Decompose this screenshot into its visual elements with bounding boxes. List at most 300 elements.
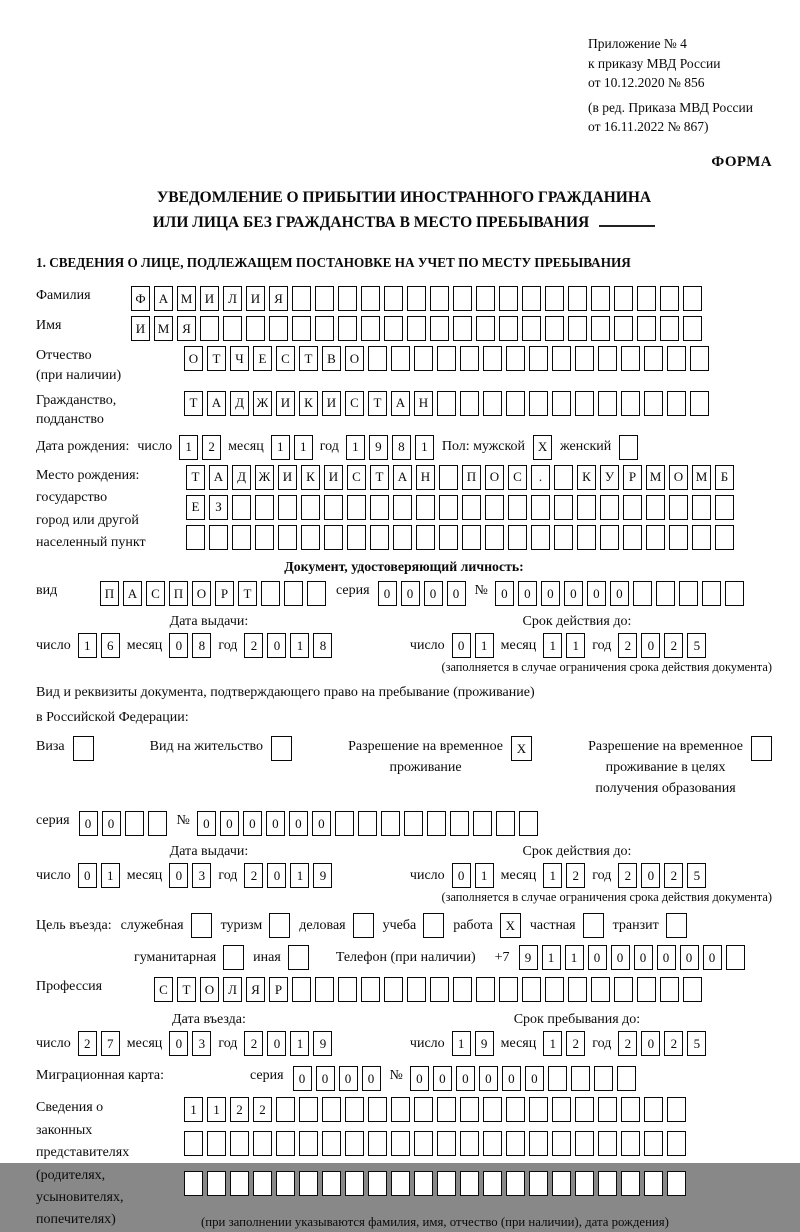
char-cell[interactable]	[552, 1171, 571, 1196]
char-cell[interactable]: 0	[525, 1066, 544, 1091]
char-cell[interactable]	[483, 1171, 502, 1196]
char-cell[interactable]: А	[393, 465, 412, 490]
char-cell[interactable]	[324, 525, 343, 550]
char-cell[interactable]: 1	[452, 1031, 471, 1056]
char-cell[interactable]	[623, 495, 642, 520]
char-cell[interactable]: 0	[267, 1031, 286, 1056]
char-cell[interactable]: 0	[611, 945, 630, 970]
char-cell[interactable]: 1	[184, 1097, 203, 1122]
char-cell[interactable]: А	[391, 391, 410, 416]
char-cell[interactable]: Т	[370, 465, 389, 490]
char-cell[interactable]	[430, 316, 449, 341]
char-cell[interactable]	[345, 1097, 364, 1122]
char-cell[interactable]: М	[154, 316, 173, 341]
char-cell[interactable]	[345, 1131, 364, 1156]
char-cell[interactable]: З	[209, 495, 228, 520]
char-cell[interactable]	[496, 811, 515, 836]
char-cell[interactable]	[725, 581, 744, 606]
char-cell[interactable]: 2	[230, 1097, 249, 1122]
char-cell[interactable]: 9	[313, 863, 332, 888]
char-cell[interactable]	[476, 316, 495, 341]
char-cell[interactable]	[361, 977, 380, 1002]
char-cell[interactable]	[437, 1131, 456, 1156]
char-cell[interactable]	[462, 495, 481, 520]
char-cell[interactable]	[299, 1131, 318, 1156]
char-cell[interactable]	[460, 1097, 479, 1122]
char-cell[interactable]: 1	[415, 435, 434, 460]
char-cell[interactable]: 0	[424, 581, 443, 606]
char-cell[interactable]: 2	[664, 633, 683, 658]
char-cell[interactable]: М	[177, 286, 196, 311]
char-cell[interactable]: П	[462, 465, 481, 490]
char-cell[interactable]	[453, 316, 472, 341]
char-cell[interactable]: 2	[618, 863, 637, 888]
char-cell[interactable]	[571, 1066, 590, 1091]
char-cell[interactable]: 0	[378, 581, 397, 606]
char-cell[interactable]: 1	[543, 633, 562, 658]
char-cell[interactable]	[473, 811, 492, 836]
char-cell[interactable]	[368, 1131, 387, 1156]
char-cell[interactable]	[690, 391, 709, 416]
checkbox[interactable]	[353, 913, 374, 938]
char-cell[interactable]	[506, 346, 525, 371]
char-cell[interactable]	[568, 316, 587, 341]
char-cell[interactable]	[460, 391, 479, 416]
char-cell[interactable]	[232, 525, 251, 550]
char-cell[interactable]: Т	[177, 977, 196, 1002]
char-cell[interactable]	[292, 977, 311, 1002]
char-cell[interactable]	[529, 1171, 548, 1196]
char-cell[interactable]	[460, 1131, 479, 1156]
char-cell[interactable]: 3	[192, 1031, 211, 1056]
char-cell[interactable]	[529, 391, 548, 416]
char-cell[interactable]: 1	[294, 435, 313, 460]
char-cell[interactable]: В	[322, 346, 341, 371]
char-cell[interactable]	[644, 1171, 663, 1196]
char-cell[interactable]	[301, 495, 320, 520]
char-cell[interactable]: И	[322, 391, 341, 416]
char-cell[interactable]	[614, 977, 633, 1002]
char-cell[interactable]	[338, 286, 357, 311]
char-cell[interactable]	[269, 316, 288, 341]
char-cell[interactable]	[148, 811, 167, 836]
char-cell[interactable]: 0	[312, 811, 331, 836]
char-cell[interactable]	[230, 1131, 249, 1156]
char-cell[interactable]	[660, 316, 679, 341]
char-cell[interactable]	[531, 525, 550, 550]
checkbox[interactable]	[423, 913, 444, 938]
char-cell[interactable]: 0	[362, 1066, 381, 1091]
char-cell[interactable]: Е	[186, 495, 205, 520]
char-cell[interactable]: 0	[78, 863, 97, 888]
char-cell[interactable]: 2	[244, 863, 263, 888]
char-cell[interactable]: Я	[269, 286, 288, 311]
char-cell[interactable]	[368, 1097, 387, 1122]
char-cell[interactable]: 1	[271, 435, 290, 460]
char-cell[interactable]	[315, 977, 334, 1002]
char-cell[interactable]	[483, 1097, 502, 1122]
char-cell[interactable]	[621, 1131, 640, 1156]
char-cell[interactable]: 0	[197, 811, 216, 836]
char-cell[interactable]	[637, 286, 656, 311]
char-cell[interactable]	[692, 525, 711, 550]
char-cell[interactable]	[207, 1171, 226, 1196]
char-cell[interactable]	[646, 495, 665, 520]
char-cell[interactable]	[715, 495, 734, 520]
char-cell[interactable]	[391, 346, 410, 371]
char-cell[interactable]: О	[192, 581, 211, 606]
checkbox[interactable]	[751, 736, 772, 761]
char-cell[interactable]	[391, 1131, 410, 1156]
char-cell[interactable]	[276, 1171, 295, 1196]
char-cell[interactable]	[404, 811, 423, 836]
char-cell[interactable]	[621, 1097, 640, 1122]
char-cell[interactable]	[324, 495, 343, 520]
char-cell[interactable]: 2	[566, 863, 585, 888]
char-cell[interactable]	[361, 316, 380, 341]
char-cell[interactable]	[600, 495, 619, 520]
char-cell[interactable]: 0	[293, 1066, 312, 1091]
char-cell[interactable]	[186, 525, 205, 550]
char-cell[interactable]	[499, 286, 518, 311]
char-cell[interactable]: И	[278, 465, 297, 490]
char-cell[interactable]	[660, 286, 679, 311]
char-cell[interactable]	[393, 525, 412, 550]
char-cell[interactable]: И	[276, 391, 295, 416]
char-cell[interactable]	[223, 316, 242, 341]
char-cell[interactable]	[621, 346, 640, 371]
char-cell[interactable]: 8	[192, 633, 211, 658]
char-cell[interactable]: Л	[223, 286, 242, 311]
char-cell[interactable]	[462, 525, 481, 550]
char-cell[interactable]	[322, 1097, 341, 1122]
char-cell[interactable]	[347, 525, 366, 550]
char-cell[interactable]: О	[200, 977, 219, 1002]
char-cell[interactable]	[476, 977, 495, 1002]
char-cell[interactable]: Д	[232, 465, 251, 490]
char-cell[interactable]	[621, 391, 640, 416]
char-cell[interactable]: И	[200, 286, 219, 311]
char-cell[interactable]: 2	[618, 633, 637, 658]
char-cell[interactable]	[278, 525, 297, 550]
char-cell[interactable]	[255, 495, 274, 520]
char-cell[interactable]	[450, 811, 469, 836]
char-cell[interactable]	[545, 316, 564, 341]
char-cell[interactable]	[358, 811, 377, 836]
char-cell[interactable]	[384, 286, 403, 311]
char-cell[interactable]: А	[209, 465, 228, 490]
char-cell[interactable]	[591, 286, 610, 311]
char-cell[interactable]	[522, 977, 541, 1002]
char-cell[interactable]: 1	[542, 945, 561, 970]
char-cell[interactable]: X	[533, 435, 552, 460]
char-cell[interactable]: Ч	[230, 346, 249, 371]
char-cell[interactable]: О	[184, 346, 203, 371]
char-cell[interactable]: С	[347, 465, 366, 490]
char-cell[interactable]: 0	[169, 1031, 188, 1056]
char-cell[interactable]	[322, 1171, 341, 1196]
char-cell[interactable]	[347, 495, 366, 520]
char-cell[interactable]	[577, 525, 596, 550]
char-cell[interactable]	[598, 1171, 617, 1196]
char-cell[interactable]	[485, 525, 504, 550]
char-cell[interactable]	[338, 977, 357, 1002]
char-cell[interactable]: 1	[565, 945, 584, 970]
char-cell[interactable]	[554, 525, 573, 550]
checkbox[interactable]	[269, 913, 290, 938]
char-cell[interactable]: К	[299, 391, 318, 416]
char-cell[interactable]: Т	[368, 391, 387, 416]
char-cell[interactable]	[644, 1097, 663, 1122]
char-cell[interactable]	[485, 495, 504, 520]
char-cell[interactable]	[393, 495, 412, 520]
char-cell[interactable]: 2	[664, 1031, 683, 1056]
char-cell[interactable]: 8	[392, 435, 411, 460]
char-cell[interactable]: 9	[313, 1031, 332, 1056]
char-cell[interactable]	[315, 316, 334, 341]
char-cell[interactable]	[207, 1131, 226, 1156]
char-cell[interactable]: Т	[186, 465, 205, 490]
char-cell[interactable]: С	[508, 465, 527, 490]
char-cell[interactable]: 0	[447, 581, 466, 606]
char-cell[interactable]	[646, 525, 665, 550]
char-cell[interactable]: 1	[179, 435, 198, 460]
char-cell[interactable]	[506, 391, 525, 416]
char-cell[interactable]	[368, 346, 387, 371]
char-cell[interactable]	[391, 1171, 410, 1196]
char-cell[interactable]	[430, 286, 449, 311]
char-cell[interactable]	[598, 346, 617, 371]
char-cell[interactable]	[545, 977, 564, 1002]
char-cell[interactable]	[483, 391, 502, 416]
char-cell[interactable]: И	[324, 465, 343, 490]
char-cell[interactable]	[437, 1171, 456, 1196]
char-cell[interactable]	[416, 495, 435, 520]
checkbox[interactable]	[271, 736, 292, 761]
char-cell[interactable]: Р	[269, 977, 288, 1002]
char-cell[interactable]	[368, 1171, 387, 1196]
char-cell[interactable]	[184, 1171, 203, 1196]
char-cell[interactable]	[292, 316, 311, 341]
char-cell[interactable]: 0	[634, 945, 653, 970]
char-cell[interactable]	[230, 1171, 249, 1196]
char-cell[interactable]	[529, 346, 548, 371]
char-cell[interactable]	[276, 1097, 295, 1122]
char-cell[interactable]: О	[345, 346, 364, 371]
char-cell[interactable]	[499, 316, 518, 341]
char-cell[interactable]: М	[646, 465, 665, 490]
char-cell[interactable]	[529, 1097, 548, 1122]
char-cell[interactable]: С	[146, 581, 165, 606]
char-cell[interactable]	[483, 346, 502, 371]
char-cell[interactable]	[499, 977, 518, 1002]
char-cell[interactable]: 2	[566, 1031, 585, 1056]
char-cell[interactable]	[453, 977, 472, 1002]
char-cell[interactable]: 7	[101, 1031, 120, 1056]
char-cell[interactable]: 0	[456, 1066, 475, 1091]
char-cell[interactable]	[669, 525, 688, 550]
char-cell[interactable]	[278, 495, 297, 520]
char-cell[interactable]: К	[577, 465, 596, 490]
char-cell[interactable]	[506, 1171, 525, 1196]
char-cell[interactable]	[679, 581, 698, 606]
char-cell[interactable]	[554, 465, 573, 490]
char-cell[interactable]: 2	[202, 435, 221, 460]
char-cell[interactable]: 0	[452, 863, 471, 888]
char-cell[interactable]: 0	[703, 945, 722, 970]
char-cell[interactable]	[460, 346, 479, 371]
char-cell[interactable]	[522, 286, 541, 311]
char-cell[interactable]: 0	[610, 581, 629, 606]
char-cell[interactable]: 0	[479, 1066, 498, 1091]
char-cell[interactable]: Н	[416, 465, 435, 490]
char-cell[interactable]	[437, 346, 456, 371]
char-cell[interactable]: Л	[223, 977, 242, 1002]
char-cell[interactable]: 0	[266, 811, 285, 836]
char-cell[interactable]	[407, 286, 426, 311]
char-cell[interactable]: А	[123, 581, 142, 606]
char-cell[interactable]	[335, 811, 354, 836]
char-cell[interactable]	[338, 316, 357, 341]
char-cell[interactable]	[361, 286, 380, 311]
char-cell[interactable]: 1	[290, 1031, 309, 1056]
char-cell[interactable]: 1	[543, 1031, 562, 1056]
char-cell[interactable]: П	[169, 581, 188, 606]
char-cell[interactable]	[598, 1131, 617, 1156]
char-cell[interactable]	[439, 525, 458, 550]
char-cell[interactable]	[430, 977, 449, 1002]
char-cell[interactable]	[598, 391, 617, 416]
checkbox[interactable]	[223, 945, 244, 970]
checkbox[interactable]: X	[500, 913, 521, 938]
char-cell[interactable]	[508, 525, 527, 550]
checkbox[interactable]	[73, 736, 94, 761]
char-cell[interactable]	[414, 1131, 433, 1156]
char-cell[interactable]: О	[669, 465, 688, 490]
char-cell[interactable]	[439, 495, 458, 520]
char-cell[interactable]	[508, 495, 527, 520]
char-cell[interactable]: 5	[687, 1031, 706, 1056]
char-cell[interactable]: 1	[475, 633, 494, 658]
char-cell[interactable]	[414, 1097, 433, 1122]
char-cell[interactable]: А	[154, 286, 173, 311]
char-cell[interactable]: У	[600, 465, 619, 490]
char-cell[interactable]: 0	[267, 863, 286, 888]
char-cell[interactable]	[690, 346, 709, 371]
char-cell[interactable]	[614, 316, 633, 341]
char-cell[interactable]	[299, 1171, 318, 1196]
char-cell[interactable]: 2	[664, 863, 683, 888]
char-cell[interactable]: 0	[452, 633, 471, 658]
char-cell[interactable]: 9	[369, 435, 388, 460]
char-cell[interactable]: 5	[687, 633, 706, 658]
char-cell[interactable]	[591, 316, 610, 341]
char-cell[interactable]	[370, 525, 389, 550]
char-cell[interactable]: 0	[641, 1031, 660, 1056]
char-cell[interactable]: 3	[192, 863, 211, 888]
char-cell[interactable]	[531, 495, 550, 520]
char-cell[interactable]: М	[692, 465, 711, 490]
char-cell[interactable]: Т	[184, 391, 203, 416]
char-cell[interactable]: 1	[475, 863, 494, 888]
char-cell[interactable]	[667, 391, 686, 416]
char-cell[interactable]: 0	[243, 811, 262, 836]
char-cell[interactable]	[483, 1131, 502, 1156]
char-cell[interactable]: Е	[253, 346, 272, 371]
char-cell[interactable]	[623, 525, 642, 550]
char-cell[interactable]	[644, 1131, 663, 1156]
char-cell[interactable]	[621, 1171, 640, 1196]
checkbox[interactable]: X	[511, 736, 532, 761]
char-cell[interactable]: Б	[715, 465, 734, 490]
char-cell[interactable]	[637, 977, 656, 1002]
char-cell[interactable]: И	[246, 286, 265, 311]
char-cell[interactable]: 9	[519, 945, 538, 970]
char-cell[interactable]	[519, 811, 538, 836]
char-cell[interactable]	[384, 316, 403, 341]
char-cell[interactable]	[437, 1097, 456, 1122]
char-cell[interactable]: 0	[79, 811, 98, 836]
char-cell[interactable]	[692, 495, 711, 520]
char-cell[interactable]	[667, 1097, 686, 1122]
char-cell[interactable]: 0	[657, 945, 676, 970]
char-cell[interactable]: 1	[543, 863, 562, 888]
char-cell[interactable]	[506, 1097, 525, 1122]
char-cell[interactable]: .	[531, 465, 550, 490]
char-cell[interactable]	[299, 1097, 318, 1122]
char-cell[interactable]	[476, 286, 495, 311]
char-cell[interactable]: 2	[253, 1097, 272, 1122]
char-cell[interactable]: 0	[641, 633, 660, 658]
char-cell[interactable]: 0	[564, 581, 583, 606]
char-cell[interactable]	[276, 1131, 295, 1156]
char-cell[interactable]	[414, 1171, 433, 1196]
char-cell[interactable]: Т	[238, 581, 257, 606]
char-cell[interactable]: И	[131, 316, 150, 341]
checkbox[interactable]	[583, 913, 604, 938]
char-cell[interactable]	[552, 346, 571, 371]
char-cell[interactable]: 0	[169, 633, 188, 658]
checkbox[interactable]	[191, 913, 212, 938]
char-cell[interactable]	[667, 1171, 686, 1196]
char-cell[interactable]	[702, 581, 721, 606]
char-cell[interactable]: 0	[541, 581, 560, 606]
char-cell[interactable]	[598, 1097, 617, 1122]
char-cell[interactable]: 1	[101, 863, 120, 888]
checkbox[interactable]	[666, 913, 687, 938]
char-cell[interactable]	[292, 286, 311, 311]
char-cell[interactable]: 1	[78, 633, 97, 658]
char-cell[interactable]: К	[301, 465, 320, 490]
char-cell[interactable]: 0	[641, 863, 660, 888]
char-cell[interactable]	[232, 495, 251, 520]
char-cell[interactable]	[575, 1097, 594, 1122]
char-cell[interactable]: 2	[244, 633, 263, 658]
char-cell[interactable]	[414, 346, 433, 371]
char-cell[interactable]	[284, 581, 303, 606]
char-cell[interactable]: Н	[414, 391, 433, 416]
char-cell[interactable]	[209, 525, 228, 550]
char-cell[interactable]: П	[100, 581, 119, 606]
char-cell[interactable]	[246, 316, 265, 341]
char-cell[interactable]: 1	[207, 1097, 226, 1122]
char-cell[interactable]	[614, 286, 633, 311]
char-cell[interactable]	[200, 316, 219, 341]
char-cell[interactable]	[591, 977, 610, 1002]
char-cell[interactable]: Т	[299, 346, 318, 371]
char-cell[interactable]	[460, 1171, 479, 1196]
char-cell[interactable]: 0	[220, 811, 239, 836]
